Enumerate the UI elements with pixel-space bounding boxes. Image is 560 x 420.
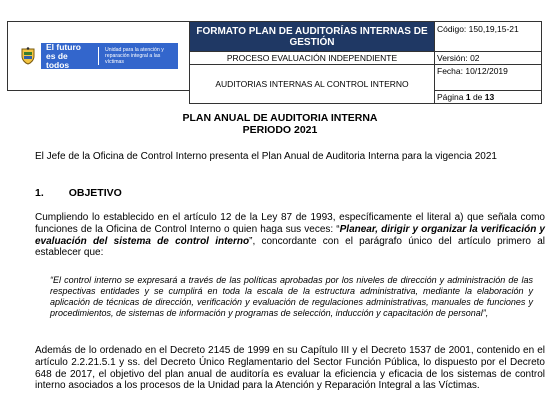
logo-cell-spacer xyxy=(8,91,190,104)
page-mid: de xyxy=(470,92,485,102)
page-total: 13 xyxy=(484,92,495,102)
objective-text-end: ”, concordante con el parágrafo único del artículo primero al establecer que: xyxy=(35,235,545,259)
section-number: 1. xyxy=(35,187,44,199)
quoted-law-text: “El control interno se expresará a través de las políticas aprobadas por los niveles de dirección y administración de las respectivas entidades y se cumplirá en toda la escala de la estructura administrativa, mediante la elaboración y aplicación de técnicas de dirección, verificación y evaluación de regulaciones administrativas, manuales de funciones y procedimientos, de sistemas de información y programas de selección, inducción y capacitación de personal”, xyxy=(50,275,533,318)
decree-paragraph: Además de lo ordenado en el Decreto 2145 de 1999 en su Capítulo III y el Decreto 1537 de 2001, contenido en el artículo 2.2.21.5.1 y ss. del Decreto Único Reglamentario del Sector Función Pública, lo dispuesto por el Decreto 648 de 2017, el objetivo del plan anual de auditoría es evaluar la eficiencia y eficacia de los sistemas de control interno asociados a los procesos de la Unidad para la Atención y Reparación Integral a las Víctimas. xyxy=(35,345,545,392)
logo-main-text: El futuro es de todos xyxy=(46,41,81,70)
document-title-line2: PERIODO 2021 xyxy=(242,124,318,136)
audit-area: AUDITORIAS INTERNAS AL CONTROL INTERNO xyxy=(190,65,435,104)
document-code: Código: 150,19,15-21 xyxy=(435,22,542,52)
process-name: PROCESO EVALUACIÓN INDEPENDIENTE xyxy=(190,52,435,65)
document-title-line1: PLAN ANUAL DE AUDITORIA INTERNA xyxy=(182,112,378,124)
document-version: Versión: 02 xyxy=(435,52,542,65)
page-indicator xyxy=(435,91,542,104)
intro-paragraph: El Jefe de la Oficina de Control Interno presenta el Plan Anual de Auditoria Interna para la vigencia 2021 xyxy=(35,151,497,162)
logo-separator xyxy=(98,47,99,65)
document-header-table xyxy=(7,21,542,104)
objective-paragraph xyxy=(35,212,545,259)
section-title: OBJETIVO xyxy=(68,187,122,199)
objective-text-start: Cumpliendo lo establecido en el artículo 12 de la Ley 87 de 1993, específicamente el literal a) que señala como funciones de la Oficina de Control Interno o quien haga sus veces: “ xyxy=(35,212,545,235)
objective-emphasis: Planear, dirigir y organizar la verificación y evaluación del sistema de control interno xyxy=(35,223,545,247)
coat-of-arms-icon xyxy=(20,47,36,65)
page-prefix: Página xyxy=(437,92,466,102)
logo-sub-text: Unidad para la atención y reparación integral a las víctimas xyxy=(105,47,164,65)
format-title: FORMATO PLAN DE AUDITORÍAS INTERNAS DE GESTIÓN xyxy=(196,25,428,48)
government-logo xyxy=(41,43,178,69)
page-current: 1 xyxy=(465,92,471,102)
logo-cell xyxy=(8,22,190,91)
document-date: Fecha: 10/12/2019 xyxy=(435,65,542,91)
format-title-cell xyxy=(190,22,435,52)
section-heading xyxy=(35,187,122,199)
